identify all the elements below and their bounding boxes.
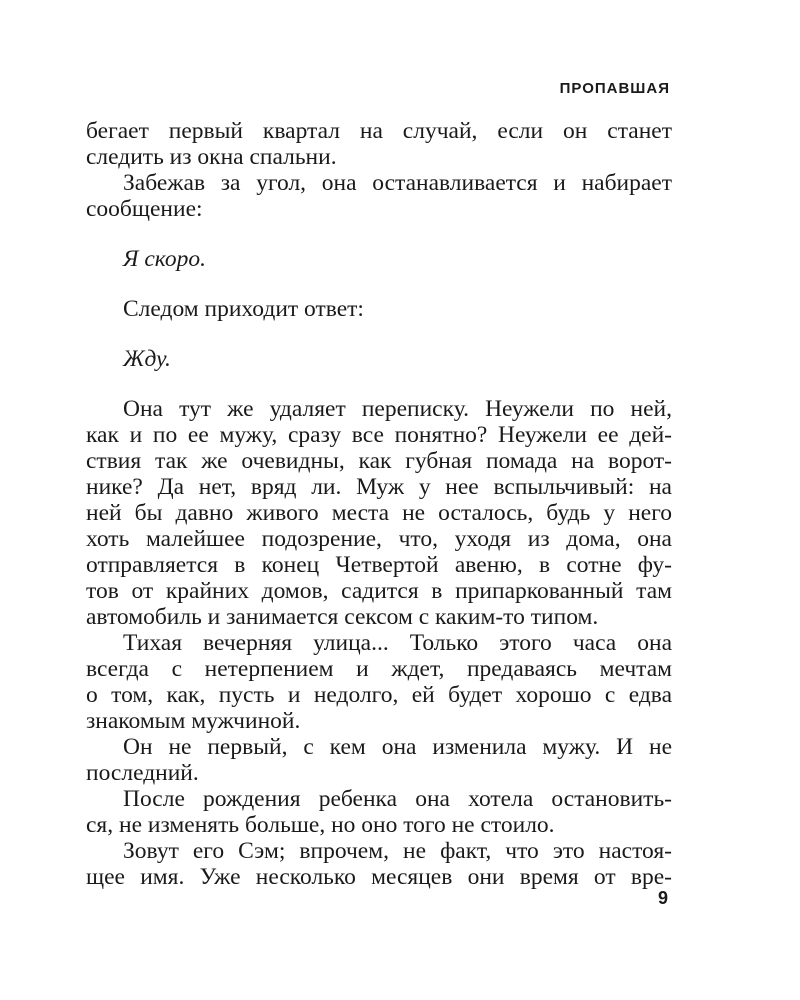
- text-line: Зовут его Сэм; впрочем, не факт, что это настоя-: [123, 838, 672, 864]
- text-line: нике? Да нет, вряд ли. Муж у нее вспыльчивый: на: [86, 474, 672, 500]
- text-line: ся, не изменять больше, но оно того не стоило.: [86, 812, 555, 838]
- text-line: знакомым мужчиной.: [86, 708, 301, 734]
- text-line: Он не первый, с кем она изменила мужу. И не: [123, 734, 672, 760]
- text-line: сообщение:: [86, 196, 203, 222]
- text-line: После рождения ребенка она хотела остановить-: [123, 786, 672, 812]
- text-line: щее имя. Уже несколько месяцев они время от вре-: [86, 864, 672, 890]
- text-line: бегает первый квартал на случай, если он станет: [86, 118, 672, 144]
- text-line: хоть малейшее подозрение, что, уходя из дома, она: [86, 526, 672, 552]
- running-header: ПРОПАВШАЯ: [559, 80, 670, 97]
- sms-reply: Жду.: [123, 346, 171, 372]
- text-line: следить из окна спальни.: [86, 144, 337, 170]
- page-number: 9: [657, 888, 668, 908]
- text-line: ствия так же очевидны, как губная помада на ворот-: [86, 448, 672, 474]
- body-text: [86, 118, 672, 890]
- text-line: тов от крайних домов, садится в припаркованный там: [86, 578, 672, 604]
- text-line: Следом приходит ответ:: [123, 296, 364, 322]
- text-line: автомобиль и занимается сексом с каким-то типом.: [86, 604, 599, 630]
- text-line: всегда с нетерпением и ждет, предаваясь мечтам: [86, 656, 672, 682]
- text-line: Тихая вечерняя улица... Только этого часа она: [123, 630, 672, 656]
- text-line: как и по ее мужу, сразу все понятно? Неужели ее дей-: [86, 422, 672, 448]
- text-line: отправляется в конец Четвертой авеню, в сотне фу-: [86, 552, 672, 578]
- text-line: последний.: [86, 760, 199, 786]
- text-line: о том, как, пусть и недолго, ей будет хорошо с едва: [86, 682, 672, 708]
- sms-message: Я скоро.: [123, 246, 206, 272]
- text-line: Забежав за угол, она останавливается и набирает: [123, 170, 672, 196]
- text-line: Она тут же удаляет переписку. Неужели по ней,: [123, 396, 672, 422]
- text-line: ней бы давно живого места не осталось, будь у него: [86, 500, 672, 526]
